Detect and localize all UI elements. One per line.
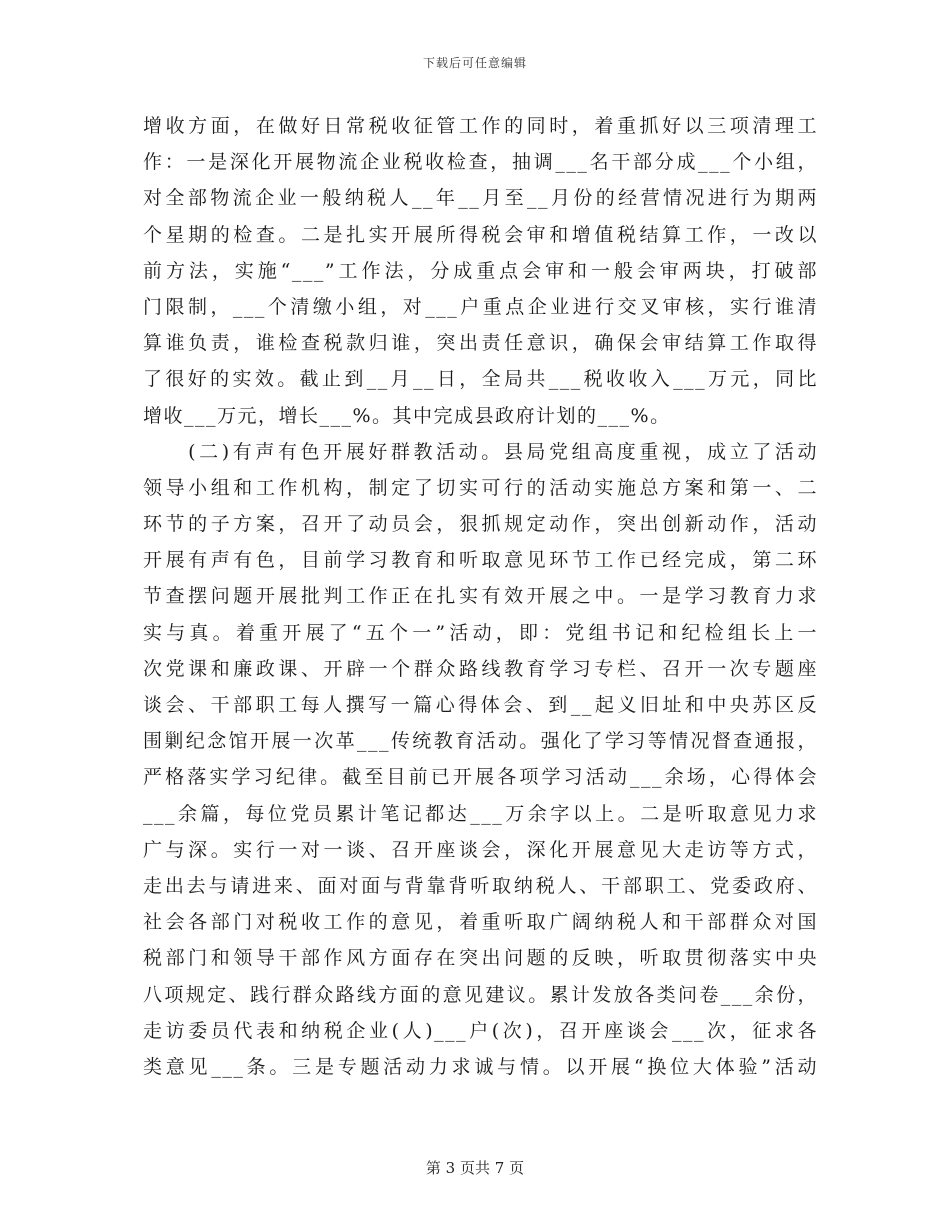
text-line: (二)有声有色开展好群教活动。县局党组高度重视，成立了活动 [143,440,818,463]
text-line: ___余篇，每位党员累计笔记都达___万余字以上。二是听取意见力求 [143,802,818,825]
text-line: 开展有声有色，目前学习教育和听取意见环节工作已经完成，第二环 [143,549,818,572]
document-body [143,108,818,1085]
text-line: 税部门和领导干部作风方面存在突出问题的反映，听取贯彻落实中央 [143,947,818,970]
text-line: 增收___万元，增长___%。其中完成县政府计划的___%。 [143,404,671,427]
text-line: 社会各部门对税收工作的意见，着重听取广阔纳税人和干部群众对国 [143,911,818,934]
text-line: 次党课和廉政课、开辟一个群众路线教育学习专栏、召开一次专题座 [143,657,818,680]
text-line: 个星期的检查。二是扎实开展所得税会审和增值税结算工作，一改以 [143,223,818,246]
text-line: 门限制，___个清缴小组，对___户重点企业进行交叉审核，实行谁清 [143,295,818,318]
text-line: 领导小组和工作机构，制定了切实可行的活动实施总方案和第一、二 [143,476,818,499]
page-header-note: 下载后可任意编辑 [422,56,527,70]
page-number: 第 3 页共 7 页 [425,1159,525,1177]
text-line: 广与深。实行一对一谈、召开座谈会，深化开展意见大走访等方式， [143,838,818,861]
text-line: 算谁负责，谁检查税款归谁，突出责任意识，确保会审结算工作取得 [143,332,818,355]
text-line: 前方法，实施“___”工作法，分成重点会审和一般会审两块，打破部 [143,259,818,282]
text-line: 作：一是深化开展物流企业税收检查，抽调___名干部分成___个小组， [143,151,818,174]
text-line: 谈会、干部职工每人撰写一篇心得体会、到__起义旧址和中央苏区反 [143,694,818,716]
text-line: 增收方面，在做好日常税收征管工作的同时，着重抓好以三项清理工 [143,115,818,137]
text-line: 走出去与请进来、面对面与背靠背听取纳税人、干部职工、党委政府、 [143,874,818,897]
text-line: 围剿纪念馆开展一次革___传统教育活动。强化了学习等情况督查通报， [143,730,818,753]
text-line: 了很好的实效。截止到__月__日，全局共___税收收入___万元，同比 [143,368,818,391]
text-line: 节查摆问题开展批判工作正在扎实有效开展之中。一是学习教育力求 [143,585,818,608]
text-line: 实与真。着重开展了“五个一”活动，即：党组书记和纪检组长上一 [143,621,818,644]
text-line: 严格落实学习纪律。截至目前已开展各项学习活动___余场，心得体会 [143,766,818,789]
text-line: 环节的子方案，召开了动员会，狠抓规定动作，突出创新动作，活动 [143,513,818,536]
text-line: 对全部物流企业一般纳税人__年__月至__月份的经营情况进行为期两 [143,187,818,210]
text-line: 走访委员代表和纳税企业(人)___户(次)，召开座谈会___次，征求各 [143,1019,818,1042]
text-line: 八项规定、践行群众路线方面的意见建议。累计发放各类问卷___余份， [143,983,818,1006]
text-line: 类意见___条。三是专题活动力求诚与情。以开展“换位大体验”活动 [143,1055,818,1078]
